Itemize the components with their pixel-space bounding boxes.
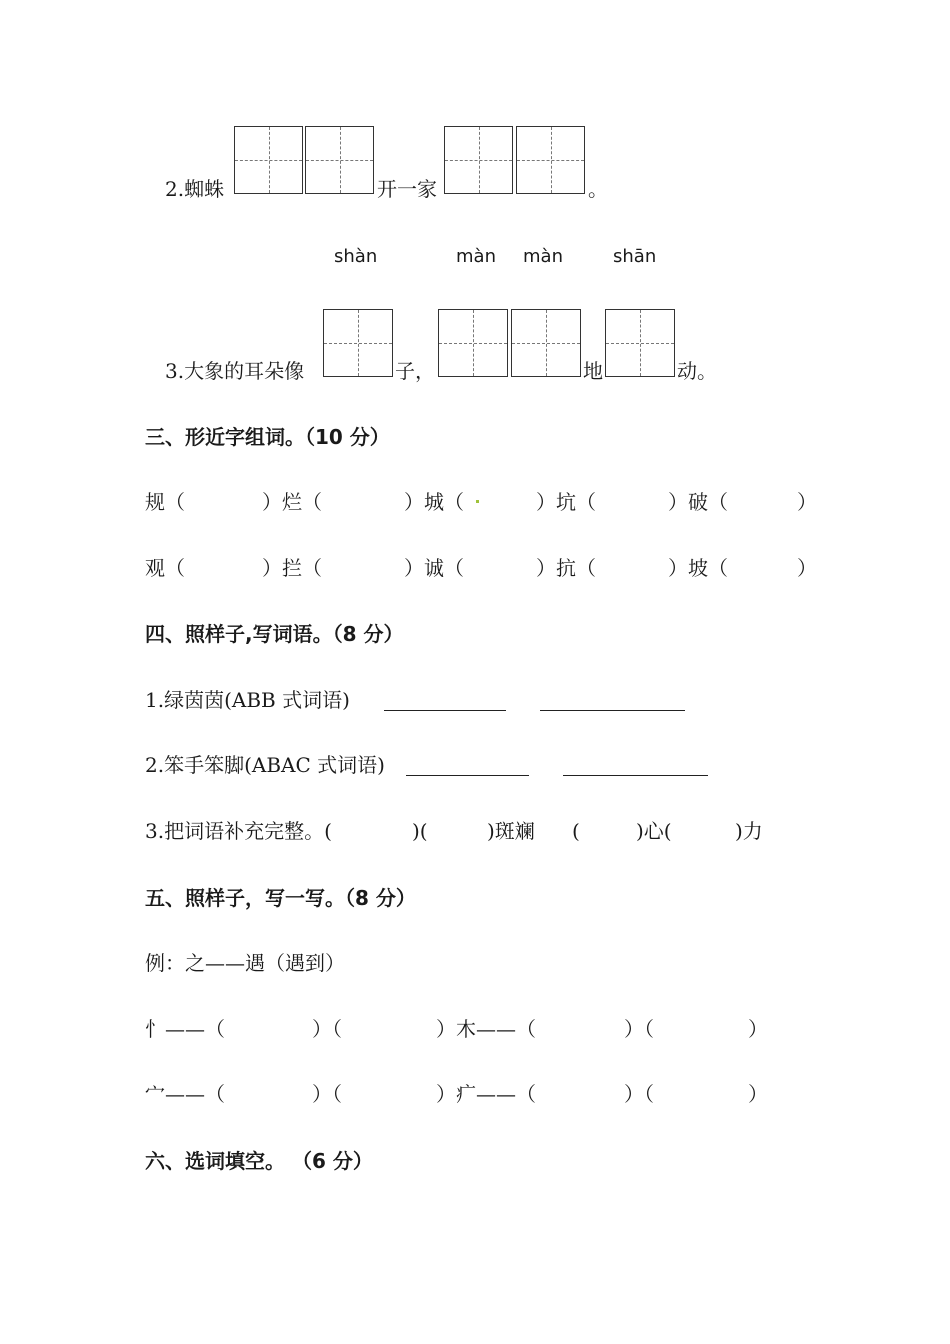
answer-line[interactable]	[563, 775, 708, 776]
sec4-q3: 3.把词语补充完整。(	[145, 819, 332, 843]
word-item: 规（	[145, 490, 185, 514]
word-item: ）坑（	[536, 490, 596, 514]
writing-cell[interactable]	[305, 126, 374, 194]
section-4-title: 四、照样子,写词语。（8 分）	[145, 622, 404, 646]
q3-end: 动。	[677, 359, 717, 383]
radical-item: 忄——（	[145, 1017, 225, 1041]
section-6-title: 六、选词填空。 （6 分）	[145, 1149, 373, 1173]
section-5-title: 五、照样子，写一写。（8 分）	[145, 886, 416, 910]
writing-cell[interactable]	[605, 309, 675, 377]
word-item: ）破（	[668, 490, 728, 514]
q2-end-text: 。	[588, 177, 608, 201]
writing-cell[interactable]	[511, 309, 581, 377]
answer-line[interactable]	[384, 710, 506, 711]
radical-item: ）（	[312, 1082, 342, 1106]
sec4-q3-part: )斑斓	[487, 819, 535, 843]
q2-label: 2.蜘蛛	[165, 177, 225, 201]
radical-item: ）（	[312, 1017, 342, 1041]
sec4-q3-part: )力	[735, 819, 763, 843]
word-item: ）烂（	[262, 490, 322, 514]
writing-cell[interactable]	[234, 126, 303, 194]
stray-mark	[476, 500, 479, 503]
sec4-q2: 2.笨手笨脚(ABAC 式词语)	[145, 753, 385, 777]
answer-line[interactable]	[540, 710, 685, 711]
word-item: ）诚（	[404, 556, 464, 580]
radical-item: ）	[748, 1082, 768, 1106]
pinyin-label: shàn	[334, 246, 378, 267]
word-item: ）城（	[404, 490, 464, 514]
radical-item: ）（	[624, 1017, 654, 1041]
sec4-q1: 1.绿茵茵(ABB 式词语)	[145, 688, 350, 712]
word-item: ）坡（	[668, 556, 728, 580]
sec4-q3-part: )(	[412, 819, 428, 843]
radical-item: 宀——（	[145, 1082, 225, 1106]
answer-line[interactable]	[406, 775, 529, 776]
writing-cell[interactable]	[444, 126, 513, 194]
q3-part1: 子，	[395, 359, 435, 383]
word-item: 观（	[145, 556, 185, 580]
pinyin-label: màn	[456, 246, 496, 267]
q2-mid-text: 开一家	[377, 177, 437, 201]
writing-cell[interactable]	[516, 126, 585, 194]
word-item: ）	[797, 490, 817, 514]
sec5-example: 例：之——遇（遇到）	[145, 951, 345, 975]
radical-item: ）	[748, 1017, 768, 1041]
radical-item: ）疒——（	[436, 1082, 536, 1106]
pinyin-label: màn	[523, 246, 563, 267]
radical-item: ）（	[624, 1082, 654, 1106]
writing-cell[interactable]	[323, 309, 393, 377]
q3-part2: 地	[583, 359, 603, 383]
word-item: ）	[797, 556, 817, 580]
section-3-title: 三、形近字组词。（10 分）	[145, 425, 390, 449]
sec4-q3-part: )心(	[636, 819, 672, 843]
q3-label: 3.大象的耳朵像	[165, 359, 305, 383]
pinyin-label: shān	[613, 246, 657, 267]
word-item: ）抗（	[536, 556, 596, 580]
word-item: ）拦（	[262, 556, 322, 580]
radical-item: ）木——（	[436, 1017, 536, 1041]
sec4-q3-part: (	[572, 819, 580, 843]
writing-cell[interactable]	[438, 309, 508, 377]
